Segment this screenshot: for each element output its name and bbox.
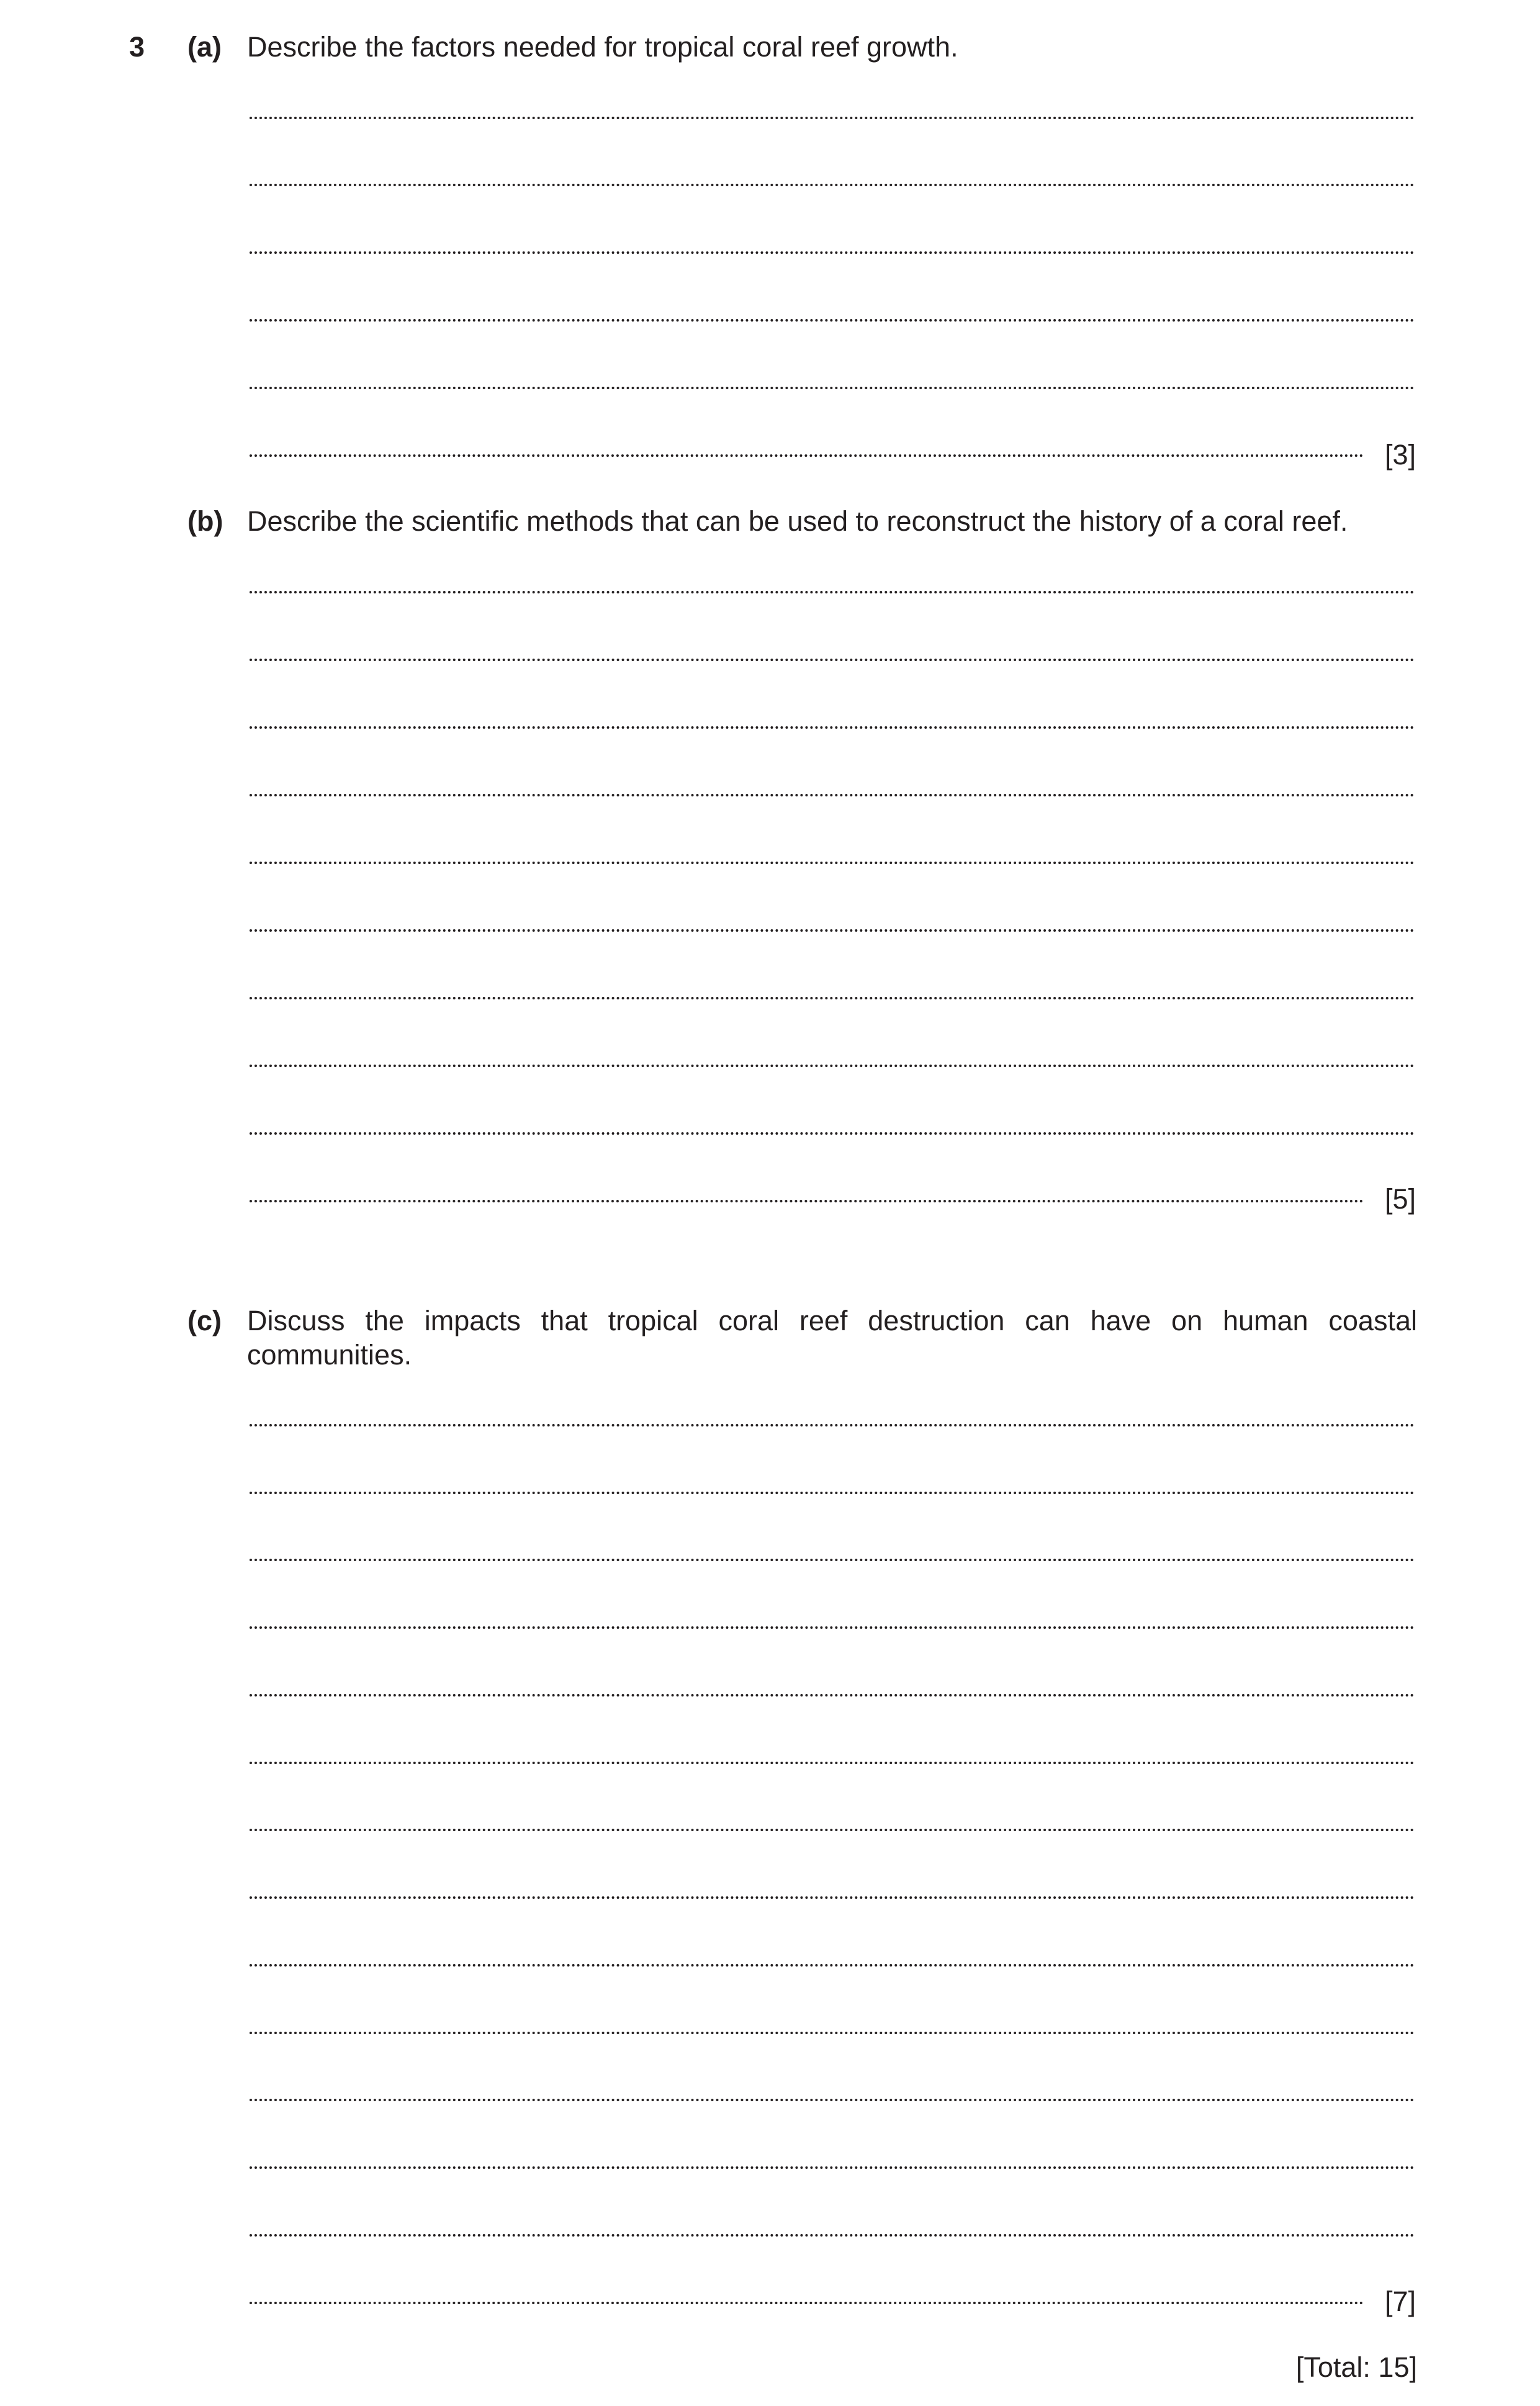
answer-line[interactable]: [250, 1132, 1415, 1135]
answer-line[interactable]: [250, 659, 1415, 661]
answer-line[interactable]: [250, 251, 1415, 254]
answer-line[interactable]: [250, 2099, 1415, 2101]
answer-line[interactable]: [250, 997, 1415, 999]
part-prompt: Describe the factors needed for tropical coral reef growth.: [247, 31, 958, 63]
part-label: (c): [187, 1305, 222, 1336]
total-marks: [Total: 15]: [1295, 2351, 1417, 2383]
part-label: (a): [187, 31, 222, 63]
answer-line[interactable]: [250, 2234, 1415, 2237]
answer-line[interactable]: [250, 726, 1415, 729]
answer-line[interactable]: [250, 862, 1415, 864]
answer-line[interactable]: [250, 929, 1415, 932]
part-prompt: Describe the scientific methods that can be used to reconstruct the history of a coral reef.: [247, 505, 1348, 537]
answer-line[interactable]: [250, 591, 1415, 593]
answer-line[interactable]: [250, 319, 1415, 322]
answer-line[interactable]: [250, 117, 1415, 119]
marks-label: [3]: [1385, 439, 1416, 471]
question-number: 3: [129, 31, 145, 63]
answer-line[interactable]: [250, 387, 1415, 389]
part-prompt: Discuss the impacts that tropical coral reef destruction can have on human coastal communities.: [247, 1305, 1417, 1371]
answer-line[interactable]: [250, 1829, 1415, 1831]
answer-line[interactable]: [250, 1559, 1415, 1561]
part-label: (b): [187, 505, 223, 537]
answer-line[interactable]: [250, 1694, 1415, 1696]
answer-line[interactable]: [250, 1626, 1415, 1629]
answer-line[interactable]: [250, 1065, 1415, 1067]
answer-line[interactable]: [250, 454, 1364, 457]
answer-line[interactable]: [250, 184, 1415, 186]
answer-line[interactable]: [250, 1424, 1415, 1426]
answer-line[interactable]: [250, 794, 1415, 796]
marks-label: [7]: [1385, 2286, 1416, 2317]
marks-label: [5]: [1385, 1183, 1416, 1215]
answer-line[interactable]: [250, 1492, 1415, 1494]
answer-line[interactable]: [250, 2032, 1415, 2034]
answer-line[interactable]: [250, 2166, 1415, 2169]
answer-line[interactable]: [250, 2302, 1364, 2304]
answer-line[interactable]: [250, 1762, 1415, 1764]
answer-line[interactable]: [250, 1896, 1415, 1899]
answer-line[interactable]: [250, 1964, 1415, 1967]
answer-line[interactable]: [250, 1200, 1364, 1202]
